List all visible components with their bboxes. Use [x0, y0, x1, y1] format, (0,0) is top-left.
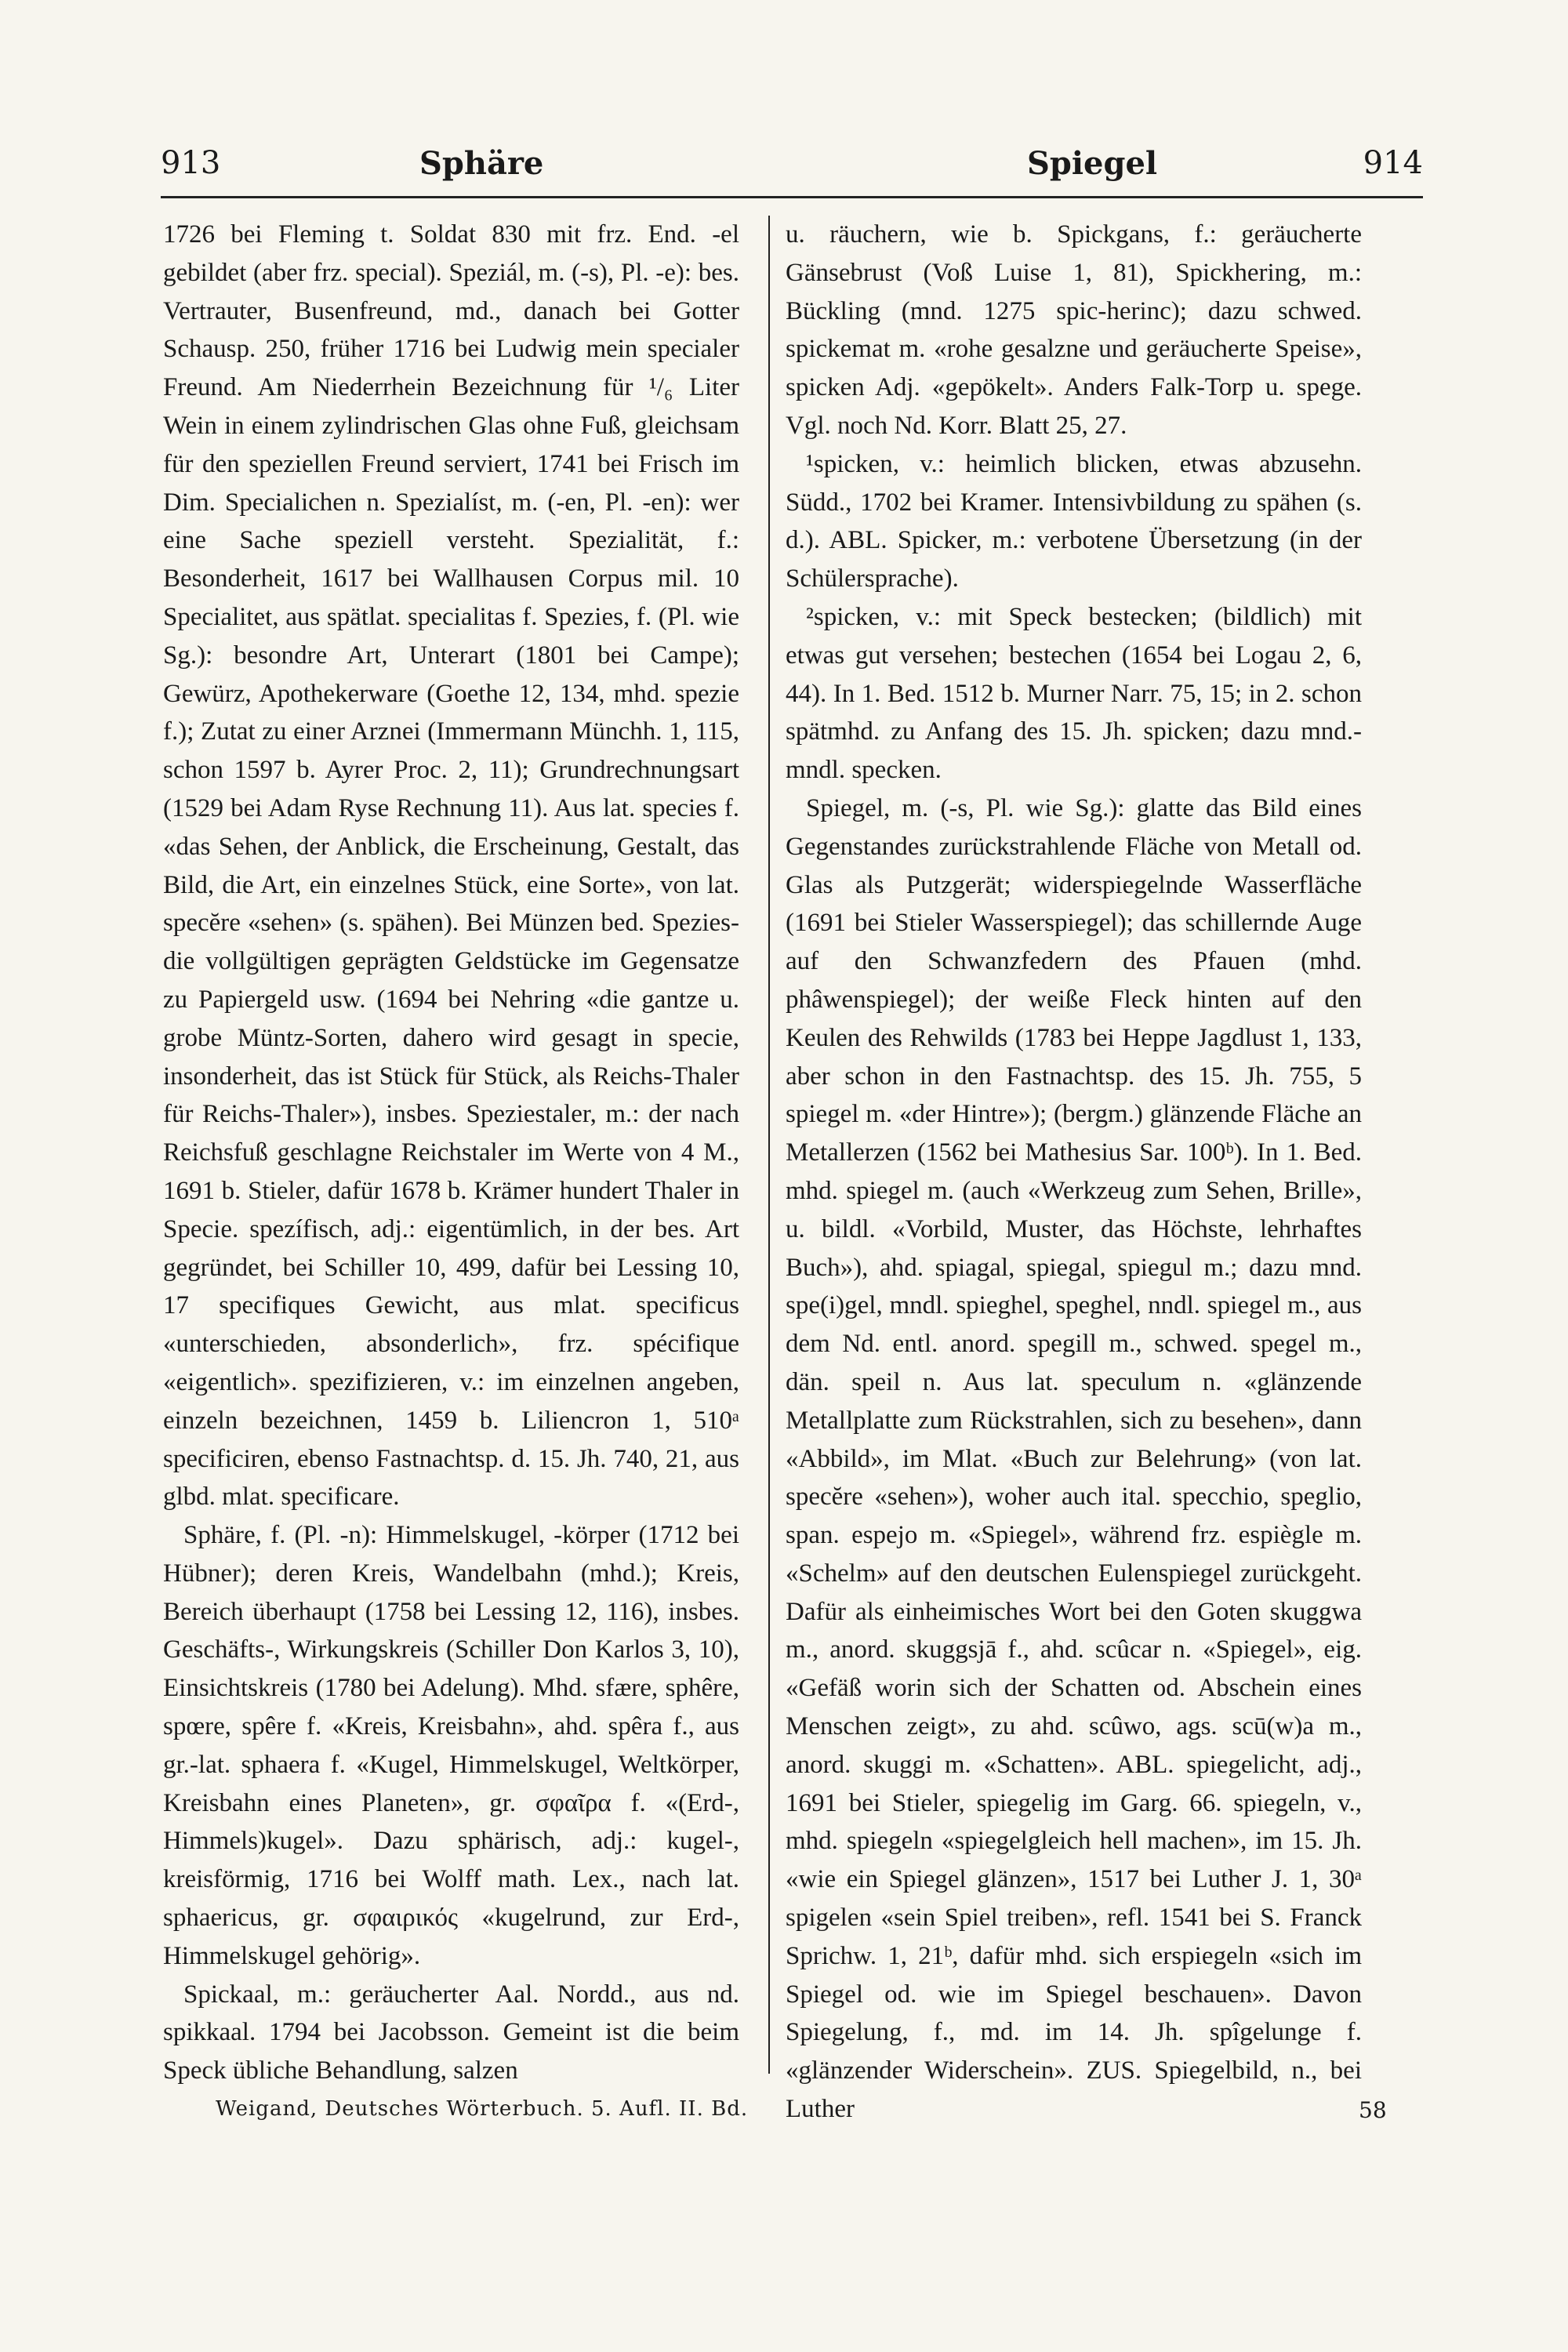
header-rule: [161, 196, 1423, 198]
right-guide-word: Spiegel: [1027, 145, 1158, 182]
entry-paragraph-spickaal: Spickaal, m.: geräucherter Aal. Nordd., aus nd. spikkaal. 1794 bei Jacobsson. Gemeint ist die beim Speck übliche Behandlung, salzen: [163, 1980, 739, 2085]
entry-paragraph-spicken-2: ²spicken, v.: mit Speck bestecken; (bildlich) mit etwas gut versehen; bestechen (1654 bei Logau 2, 6, 44). In 1. Bed. 1512 b. Murner Narr. 75, 15; in 2. schon spätmhd. zu Anfang des 15. Jh. spicken; dazu mnd.-mndl. specken.: [786, 602, 1362, 785]
right-column: [786, 216, 1362, 2124]
running-header: [161, 145, 1423, 192]
left-page-number: 913: [161, 145, 221, 181]
entry-paragraph-spezial: 1726 bei Fleming t. Soldat 830 mit frz. End. -el gebildet (aber frz. special). Speziál, m. (-s), Pl. -e): bes. Vertrauter, Busenfreund, md., danach bei Gotter Schausp. 250, früher 1716 bei Ludwig mein specialer Freund. Am Niederrhein Bezeichnung für ¹/₆ Liter Wein in einem zylindrischen Glas ohne Fuß, gleichsam für den speziellen Freund serviert, 1741 bei Frisch im Dim. Specialichen n. Spezialíst, m. (-en, Pl. -en): wer eine Sache speziell versteht. Spezialität, f.: Besonderheit, 1617 bei Wallhausen Corpus mil. 10 Specialitet, aus spätlat. specialitas f. Spezies, f. (Pl. wie Sg.): besondre Art, Unterart (1801 bei Campe); Gewürz, Apothekerware (Goethe 12, 134, mhd. spezie f.); Zutat zu einer Arznei (Immermann Münchh. 1, 115, schon 1597 b. Ayrer Proc. 2, 11); Grundrechnungsart (1529 bei Adam Ryse Rechnung 11). Aus lat. species f. «das Sehen, der Anblick, die Erscheinung, Gestalt, das Bild, die Art, ein einzelnes Stück, eine Sorte», von lat. specĕre «sehen» (s. spähen). Bei Münzen bed. Spezies- die vollgültigen geprägten Geldstücke im Gegensatze zu Papiergeld usw. (1694 bei Nehring «die gantze u. grobe Müntz-Sorten, dahero wird gesagt in specie, insonderheit, das ist Stück für Stück, als Reichs-Thaler für Reichs-Thaler»), insbes. Speziestaler, m.: der nach Reichsfuß geschlagne Reichstaler im Werte von 4 M., 1691 b. Stieler, dafür 1678 b. Krämer hundert Thaler in Specie. spezífisch, adj.: eigentümlich, in der bes. Art gegründet, bei Schiller 10, 499, dafür bei Lessing 10, 17 specifiques Gewicht, aus mlat. specificus «unterschieden, absonderlich», frz. spécifique «eigentlich». spezifizieren, v.: im einzelnen angeben, einzeln bezeichnen, 1459 b. Liliencron 1, 510ᵃ specificiren, ebenso Fastnachtsp. d. 15. Jh. 740, 21, aus glbd. mlat. specificare.: [163, 220, 739, 1512]
left-column: [163, 216, 739, 2085]
entry-paragraph-spicken-1: ¹spicken, v.: heimlich blicken, etwas abzusehn. Südd., 1702 bei Kramer. Intensivbildung zu spähen (s. d.). ABL. Spicker, m.: verbotene Übersetzung (in der Schülersprache).: [786, 449, 1362, 593]
footer: [161, 2097, 1423, 2129]
entry-paragraph-sphaere: Sphäre, f. (Pl. -n): Himmelskugel, -körper (1712 bei Hübner); deren Kreis, Wandelbahn (mhd.); Kreis, Bereich überhaupt (1758 bei Lessing 12, 116), insbes. Geschäfts-, Wirkungskreis (Schiller Don Karlos 3, 10), Einsichtskreis (1780 bei Adelung). Mhd. sfære, sphêre, spœre, spêre f. «Kreis, Kreisbahn», ahd. spêra f., aus gr.-lat. sphaera f. «Kugel, Himmelskugel, Weltkörper, Kreisbahn eines Planeten», gr. σφαῖρα f. «(Erd-, Himmels)kugel». Dazu sphärisch, adj.: kugel-, kreisförmig, 1716 bei Wolff math. Lex., nach lat. sphaericus, gr. σφαιρικός «kugelrund, zur Erd-, Himmelskugel gehörig».: [163, 1521, 739, 1970]
right-page-number: 914: [1363, 145, 1423, 181]
left-guide-word: Sphäre: [419, 145, 544, 182]
entry-paragraph-spiegel: Spiegel, m. (-s, Pl. wie Sg.): glatte das Bild eines Gegenstandes zurückstrahlende Fläche von Metall od. Glas als Putzgerät; widerspiegelnde Wasserfläche (1691 bei Stieler Wasserspiegel); das schillernde Auge auf den Schwanzfedern des Pfauen (mhd. phâwenspiegel); der weiße Fleck hinten auf den Keulen des Rehwilds (1783 bei Heppe Jagdlust 1, 133, aber schon in den Fastnachtsp. des 15. Jh. 755, 5 spiegel m. «der Hintre»); (bergm.) glänzende Fläche an Metallerzen (1562 bei Mathesius Sar. 100ᵇ). In 1. Bed. mhd. spiegel m. (auch «Werkzeug zum Sehen, Brille», u. bildl. «Vorbild, Muster, das Höchste, lehrhaftes Buch»), ahd. spiagal, spiegal, spiegul m.; dazu mnd. spe(i)gel, mndl. spieghel, speghel, nndl. spiegel m., aus dem Nd. entl. anord. spegill m., schwed. spegel m., dän. speil n. Aus lat. speculum n. «glänzende Metallplatte zum Rückstrahlen, sich zu besehen», dann «Abbild», im Mlat. «Buch zur Belehrung» (von lat. specĕre «sehen»), woher auch ital. specchio, speglio, span. espejo m. «Spiegel», während frz. espiègle m. «Schelm» auf den deutschen Eulenspiegel zurückgeht. Dafür als einheimisches Wort bei den Goten skuggwa m., anord. skuggsjā f., ahd. scûcar n. «Spiegel», eig. «Gefäß worin sich der Schatten od. Abschein eines Menschen zeigt», zu ahd. scûwo, ags. scū(w)a m., anord. skuggi m. «Schatten». ABL. spiegelicht, adj., 1691 bei Stieler, spiegelig im Garg. 66. spiegeln, v., mhd. spiegeln «spiegelgleich hell machen», im 15. Jh. «wie ein Spiegel glänzen», 1517 bei Luther J. 1, 30ᵃ spigelen «sein Spiel treiben», refl. 1541 bei S. Franck Sprichw. 1, 21ᵇ, dafür mhd. sich erspiegeln «sich im Spiegel od. wie im Spiegel beschauen». Davon Spiegelung, f., md. im 14. Jh. spîgelunge f. «glänzender Widerschein». ZUS. Spiegelbild, n., bei Luther: [786, 793, 1362, 2124]
footer-imprint: Weigand, Deutsches Wörterbuch. 5. Aufl. II. Bd.: [216, 2097, 749, 2121]
entry-paragraph-spickgans: u. räuchern, wie b. Spickgans, f.: geräucherte Gänsebrust (Voß Luise 1, 81), Spickhering, m.: Bückling (mnd. 1275 spic-herinc); dazu schwed. spickemat m. «rohe gesalzne und geräucherte Speise», spicken Adj. «gepökelt». Anders Falk-Torp u. spege. Vgl. noch Nd. Korr. Blatt 25, 27.: [786, 220, 1362, 440]
signature-mark: 58: [1359, 2097, 1387, 2123]
column-divider: [768, 216, 770, 2074]
